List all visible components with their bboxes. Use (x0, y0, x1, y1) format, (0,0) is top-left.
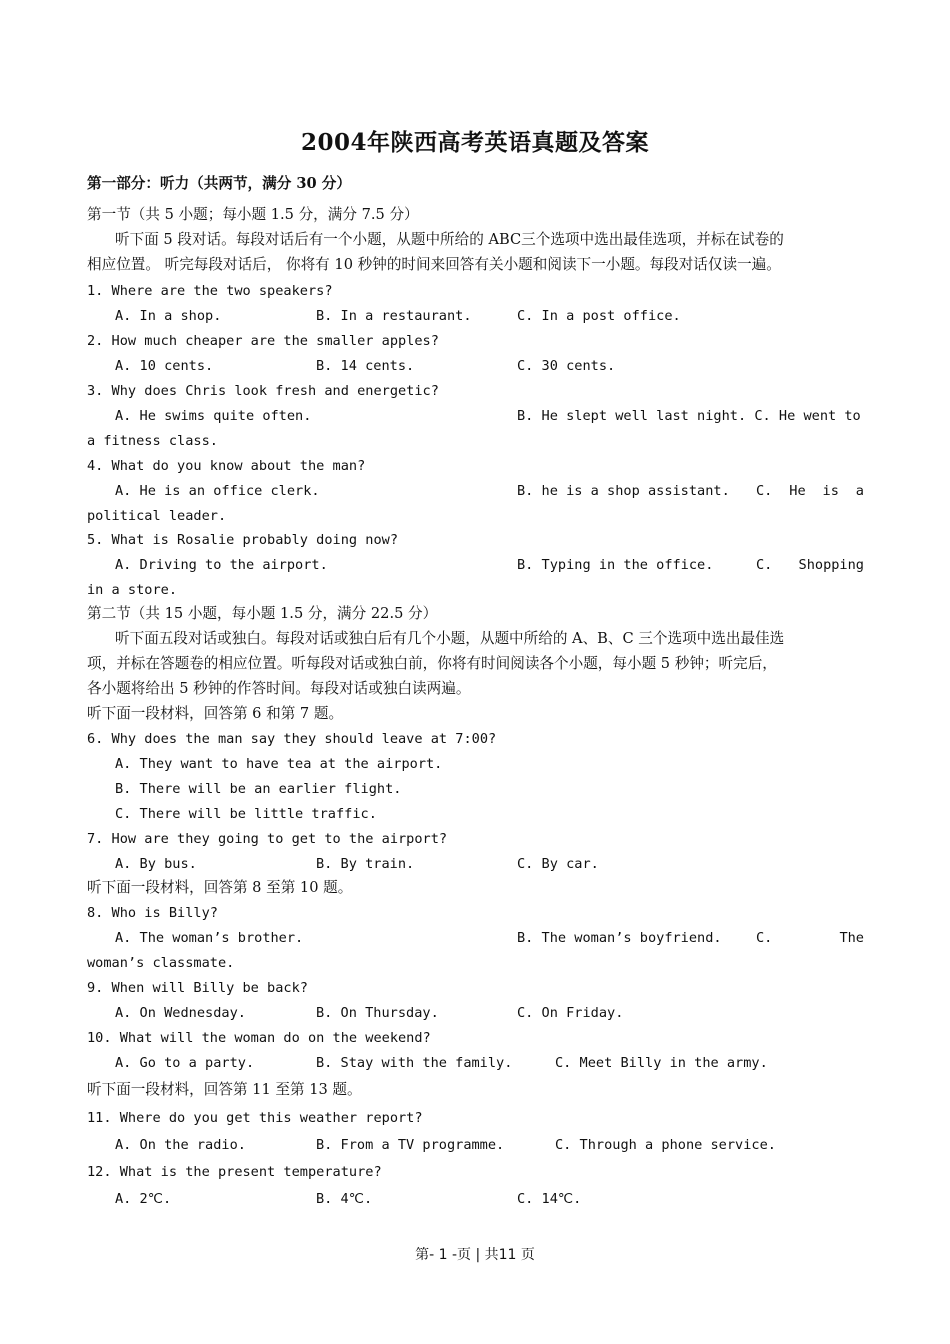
question-8-option-a: A. The woman’s brother. (115, 930, 304, 946)
question-1-option-b: B. In a restaurant. (316, 308, 472, 324)
section2-instruction-1: 听下面五段对话或独白。每段对话或独白后有几个小题，从题中所给的 A、B、C 三个选项中选出最佳选 (115, 630, 785, 647)
question-8-stem: 8. Who is Billy? (87, 905, 218, 921)
question-3-option-b-c: B. He slept well last night. C. He went to (517, 408, 861, 424)
question-4-c-word1: He (789, 483, 806, 499)
section2-instruction-3: 各小题将给出 5 秒钟的作答时间。每段对话或独白读两遍。 (87, 680, 471, 697)
question-8-continuation: woman’s classmate. (87, 955, 235, 971)
question-5-continuation: in a store. (87, 582, 178, 598)
question-12-option-b: B. 4℃. (316, 1191, 373, 1207)
question-5-c-word: Shopping (798, 557, 864, 573)
question-2-option-a: A. 10 cents. (115, 358, 214, 374)
question-12-option-c: C. 14℃. (517, 1191, 582, 1207)
section2-heading: 第二节（共 15 小题，每小题 1.5 分，满分 22.5 分） (87, 605, 438, 622)
question-7-option-b: B. By train. (316, 856, 415, 872)
question-5-option-c (756, 556, 864, 574)
question-12-option-a: A. 2℃. (115, 1191, 172, 1207)
question-4-option-a: A. He is an office clerk. (115, 483, 320, 499)
question-1-option-c: C. In a post office. (517, 308, 681, 324)
question-6-option-b: B. There will be an earlier flight. (115, 781, 402, 797)
question-3-continuation: a fitness class. (87, 433, 218, 449)
question-2-stem: 2. How much cheaper are the smaller apples? (87, 333, 439, 349)
question-8-option-b: B. The woman’s boyfriend. (517, 930, 722, 946)
question-9-option-b: B. On Thursday. (316, 1005, 439, 1021)
question-6-option-a: A. They want to have tea at the airport. (115, 756, 443, 772)
question-6-option-c: C. There will be little traffic. (115, 806, 377, 822)
page-footer: 第- 1 -页 | 共11 页 (415, 1247, 535, 1263)
question-11-option-a: A. On the radio. (115, 1137, 246, 1153)
material-1-heading: 听下面一段材料，回答第 6 和第 7 题。 (87, 705, 344, 722)
question-7-stem: 7. How are they going to get to the airport? (87, 831, 448, 847)
material-2-heading: 听下面一段材料，回答第 8 至第 10 题。 (87, 879, 353, 896)
question-2-option-b: B. 14 cents. (316, 358, 415, 374)
question-7-option-c: C. By car. (517, 856, 599, 872)
question-8-option-c (756, 929, 864, 947)
question-12-stem: 12. What is the present temperature? (87, 1164, 382, 1180)
question-4-c-word2: is (822, 483, 839, 499)
section2-instruction-2: 项，并标在答题卷的相应位置。听每段对话或独白前，你将有时间阅读各个小题，每小题 5 秒钟；听完后， (87, 655, 777, 672)
question-5-option-b: B. Typing in the office. (517, 557, 714, 573)
page-title: 2004年陕西高考英语真题及答案 (300, 129, 649, 156)
question-4-c-word3: a (855, 483, 864, 499)
question-2-option-c: C. 30 cents. (517, 358, 616, 374)
section1-heading: 第一节（共 5 小题；每小题 1.5 分，满分 7.5 分） (87, 206, 419, 223)
question-4-option-c (756, 482, 864, 500)
material-3-heading: 听下面一段材料，回答第 11 至第 13 题。 (87, 1081, 362, 1098)
question-9-option-a: A. On Wednesday. (115, 1005, 246, 1021)
question-7-option-a: A. By bus. (115, 856, 197, 872)
question-1-stem: 1. Where are the two speakers? (87, 283, 333, 299)
question-6-stem: 6. Why does the man say they should leave at 7:00? (87, 731, 497, 747)
question-3-stem: 3. Why does Chris look fresh and energetic? (87, 383, 439, 399)
question-4-c-label: C. (756, 483, 773, 499)
question-3-option-a: A. He swims quite often. (115, 408, 312, 424)
question-5-stem: 5. What is Rosalie probably doing now? (87, 532, 398, 548)
part1-heading: 第一部分：听力（共两节，满分 30 分） (87, 175, 351, 192)
question-8-c-label: C. (756, 930, 773, 946)
section1-instruction-1: 听下面 5 段对话。每段对话后有一个小题，从题中所给的 ABC三个选项中选出最佳选项，并标在试卷的 (115, 231, 784, 248)
question-5-option-a: A. Driving to the airport. (115, 557, 328, 573)
question-8-c-word: The (839, 930, 864, 946)
question-10-option-c: C. Meet Billy in the army. (555, 1055, 768, 1071)
question-10-stem: 10. What will the woman do on the weekend? (87, 1030, 431, 1046)
question-1-option-a: A. In a shop. (115, 308, 222, 324)
question-10-option-b: B. Stay with the family. (316, 1055, 513, 1071)
section1-instruction-2: 相应位置。 听完每段对话后， 你将有 10 秒钟的时间来回答有关小题和阅读下一小题。每段对话仅读一遍。 (87, 256, 781, 273)
question-4-option-b: B. he is a shop assistant. (517, 483, 730, 499)
question-11-option-b: B. From a TV programme. (316, 1137, 505, 1153)
question-4-stem: 4. What do you know about the man? (87, 458, 366, 474)
question-11-stem: 11. Where do you get this weather report? (87, 1110, 423, 1126)
question-9-option-c: C. On Friday. (517, 1005, 624, 1021)
question-10-option-a: A. Go to a party. (115, 1055, 255, 1071)
question-9-stem: 9. When will Billy be back? (87, 980, 308, 996)
question-11-option-c: C. Through a phone service. (555, 1137, 776, 1153)
question-4-continuation: political leader. (87, 508, 227, 524)
question-5-c-label: C. (756, 557, 773, 573)
